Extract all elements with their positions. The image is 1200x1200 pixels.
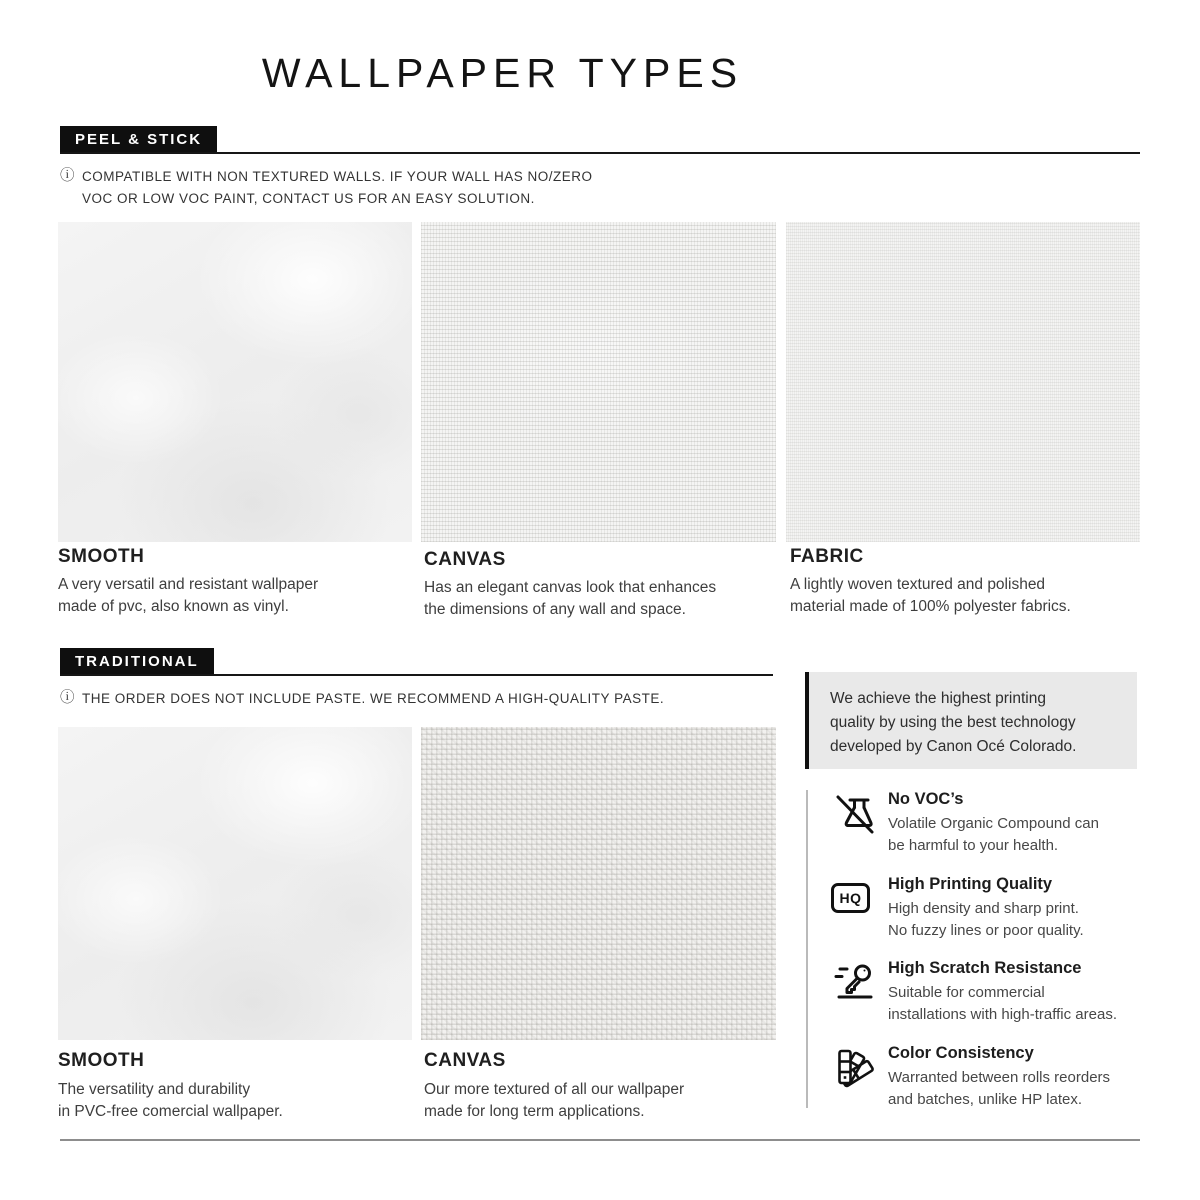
traditional-smooth-swatch-image xyxy=(58,727,412,1040)
feature-title: No VOC’s xyxy=(888,790,964,808)
swatch-label-canvas-traditional: CANVAS xyxy=(424,1050,506,1071)
hq-badge-icon: HQ xyxy=(831,876,875,920)
traditional-badge: TRADITIONAL xyxy=(60,648,214,674)
feature-high-scratch-resistance xyxy=(831,959,1161,1025)
peel-stick-canvas-swatch-image xyxy=(421,222,776,542)
peel-stick-note xyxy=(60,166,593,209)
swatch-desc-smooth: A very versatil and resistant wallpaper made of pvc, also known as vinyl. xyxy=(58,576,319,615)
feature-desc: Warranted between rolls reorders and batches, unlike HP latex. xyxy=(888,1069,1111,1108)
traditional-header-rule xyxy=(60,648,773,676)
feature-high-printing-quality xyxy=(831,875,1161,941)
info-icon: ⓘ xyxy=(60,168,75,184)
traditional-canvas-swatch-image xyxy=(421,727,776,1040)
no-voc-flask-icon xyxy=(831,791,875,835)
swatch-desc-smooth-traditional: The versatility and durability in PVC-free comercial wallpaper. xyxy=(58,1081,283,1120)
peel-stick-badge: PEEL & STICK xyxy=(60,126,217,152)
swatch-desc-canvas: Has an elegant canvas look that enhances the dimensions of any wall and space. xyxy=(424,579,717,618)
scratch-key-icon xyxy=(831,960,875,1004)
feature-desc: Volatile Organic Compound can be harmful to your health. xyxy=(888,815,1099,854)
features-divider-line xyxy=(806,790,808,1108)
swatch-label-smooth: SMOOTH xyxy=(58,546,145,567)
feature-desc: Suitable for commercial installations with high-traffic areas. xyxy=(888,984,1117,1023)
feature-no-vocs xyxy=(831,790,1161,856)
peel-stick-fabric-swatch-image xyxy=(786,222,1140,542)
swatch-desc-fabric: A lightly woven textured and polished material made of 100% polyester fabrics. xyxy=(790,576,1071,615)
feature-desc: High density and sharp print. No fuzzy lines or poor quality. xyxy=(888,900,1084,939)
traditional-note xyxy=(60,688,664,710)
feature-title: High Printing Quality xyxy=(888,875,1053,893)
swatch-label-canvas: CANVAS xyxy=(424,549,506,570)
page-title: WALLPAPER TYPES xyxy=(261,50,744,96)
traditional-note-text: THE ORDER DOES NOT INCLUDE PASTE. WE RECOMMEND A HIGH-QUALITY PASTE. xyxy=(82,691,665,706)
bottom-divider-line xyxy=(60,1139,1140,1141)
feature-title: Color Consistency xyxy=(888,1044,1034,1062)
color-swatch-fan-icon xyxy=(831,1045,875,1089)
printing-quality-quote-box: We achieve the highest printing quality by using the best technology developed by Canon Océ Colorado. xyxy=(805,672,1137,769)
feature-title: High Scratch Resistance xyxy=(888,959,1082,977)
swatch-desc-canvas-traditional: Our more textured of all our wallpaper made for long term applications. xyxy=(424,1081,685,1120)
swatch-label-fabric: FABRIC xyxy=(790,546,864,567)
peel-stick-note-text: COMPATIBLE WITH NON TEXTURED WALLS. IF YOUR WALL HAS NO/ZERO VOC OR LOW VOC PAINT, CONTACT US FOR AN EASY SOLUTION. xyxy=(82,169,593,206)
peel-stick-header-rule xyxy=(60,126,1140,154)
feature-color-consistency xyxy=(831,1044,1161,1110)
swatch-label-smooth-traditional: SMOOTH xyxy=(58,1050,145,1071)
info-icon: ⓘ xyxy=(60,690,75,706)
peel-stick-smooth-swatch-image xyxy=(58,222,412,542)
